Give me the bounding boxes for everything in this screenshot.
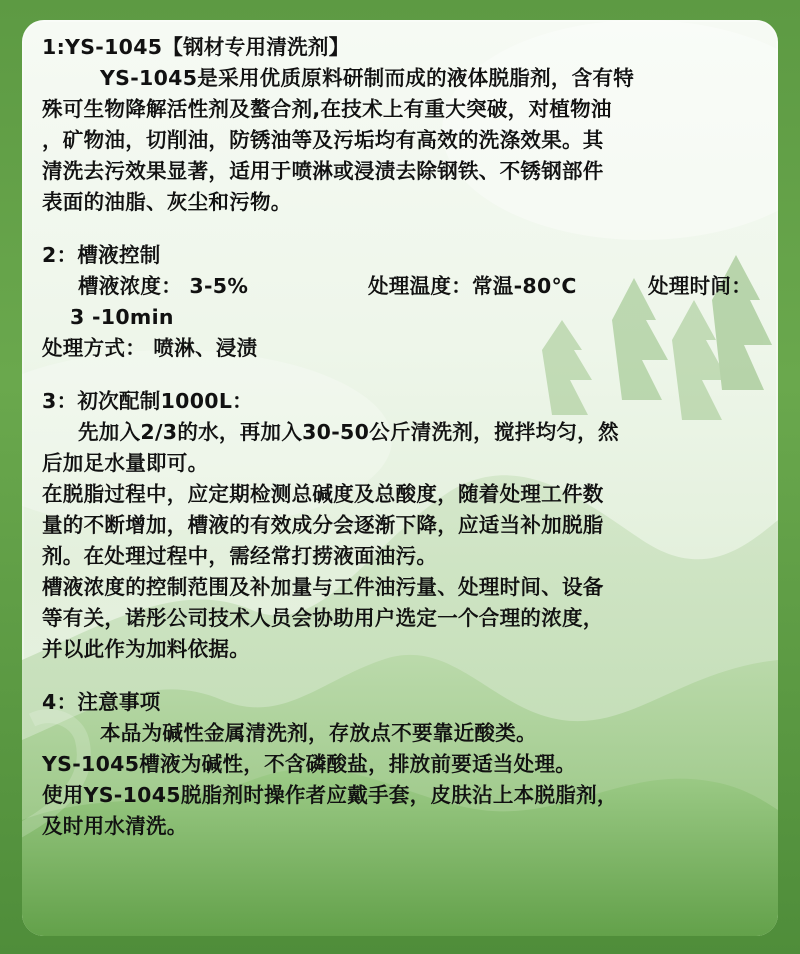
section-1-line-1: YS-1045是采用优质原料研制而成的液体脱脂剂，含有特: [100, 66, 635, 90]
section-1-heading: 1:YS-1045【钢材专用清洗剂】: [42, 35, 350, 59]
treatment-temperature: 处理温度：常温-80℃: [368, 274, 577, 298]
section-3-line-5: 剂。在处理过程中，需经常打捞液面油污。: [42, 544, 438, 568]
section-3-line-3: 在脱脂过程中，应定期检测总碱度及总酸度，随着处理工件数: [42, 482, 604, 506]
bath-concentration: 槽液浓度： 3-5%: [78, 274, 249, 298]
section-3-line-6: 槽液浓度的控制范围及补加量与工件油污量、处理时间、设备: [42, 575, 604, 599]
bath-parameters-row: [42, 271, 767, 302]
treatment-time-value: 3 -10min: [70, 305, 174, 329]
section-3-line-8: 并以此作为加料依据。: [42, 637, 250, 661]
section-1-line-2: 殊可生物降解活性剂及螯合剂,在技术上有重大突破，对植物油: [42, 97, 612, 121]
section-4-line-4: 及时用水清洗。: [42, 814, 188, 838]
section-1-line-5: 表面的油脂、灰尘和污物。: [42, 190, 292, 214]
treatment-method: 处理方式： 喷淋、浸渍: [42, 336, 258, 360]
section-4-line-2: YS-1045槽液为碱性，不含磷酸盐，排放前要适当处理。: [42, 752, 577, 776]
section-3-line-4: 量的不断增加，槽液的有效成分会逐渐下降，应适当补加脱脂: [42, 513, 604, 537]
section-1-line-3: ，矿物油，切削油，防锈油等及污垢均有高效的洗涤效果。其: [42, 128, 604, 152]
section-4-line-1: 本品为碱性金属清洗剂，存放点不要靠近酸类。: [100, 721, 537, 745]
section-4-line-3: 使用YS-1045脱脂剂时操作者应戴手套，皮肤沾上本脱脂剂，: [42, 783, 618, 807]
document-card: [22, 20, 778, 936]
section-1-line-4: 清洗去污效果显著，适用于喷淋或浸渍去除钢铁、不锈钢部件: [42, 159, 604, 183]
section-2-heading: 2：槽液控制: [42, 243, 161, 267]
section-3-line-1: 先加入2/3的水，再加入30-50公斤清洗剂，搅拌均匀，然: [78, 420, 619, 444]
treatment-time-label: 处理时间：: [648, 274, 752, 298]
section-3-line-7: 等有关，诺彤公司技术人员会协助用户选定一个合理的浓度，: [42, 606, 604, 630]
document-body: [42, 32, 767, 842]
section-4-heading: 4：注意事项: [42, 690, 161, 714]
section-3-heading: 3：初次配制1000L：: [42, 389, 253, 413]
section-3-line-2: 后加足水量即可。: [42, 451, 209, 475]
